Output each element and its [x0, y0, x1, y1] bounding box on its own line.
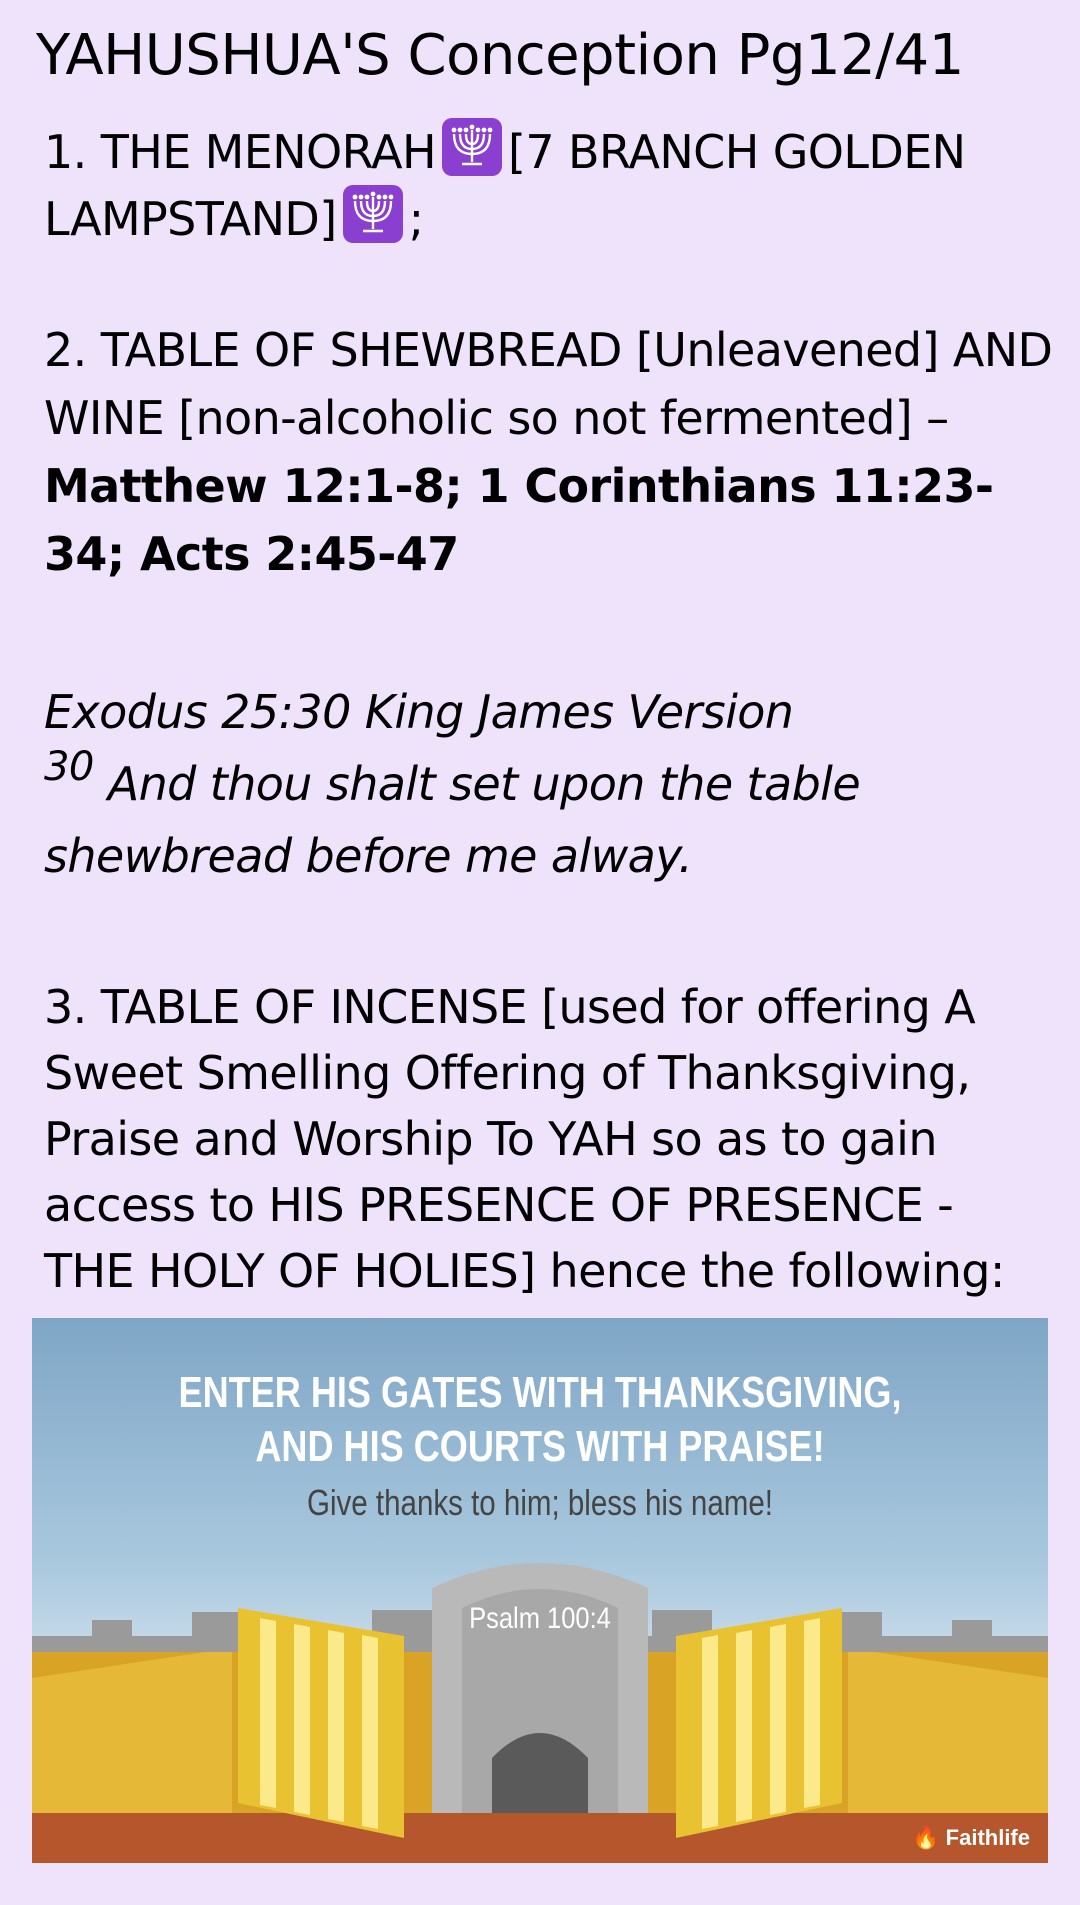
verse-heading: Exodus 25:30 King James Version — [44, 685, 794, 739]
item-shewbread-refs: Matthew 12:1-8; 1 Corinthians 11:23-34; Acts 2:45-47 — [44, 459, 994, 581]
verse-number: 30 — [44, 744, 94, 790]
banner-line-1: ENTER HIS GATES WITH THANKSGIVING, — [178, 1368, 902, 1417]
item-incense: 3. TABLE OF INCENSE [used for offering A Sweet Smelling Offering of Thanksgiving, Praise and Worship To YAH so as to gain access to HIS PRESENCE OF PRESENCE - THE HOLY OF HOLIES] hence the following: — [44, 980, 1005, 1298]
banner-line-3: Give thanks to him; bless his name! — [307, 1482, 773, 1523]
item-menorah-description: [7 BRANCH GOLDEN LAMPSTAND] — [44, 125, 966, 246]
verse-text: And thou shalt set upon the table shewbread before me alway. — [44, 757, 861, 883]
verse-body — [44, 744, 1054, 892]
item-menorah — [44, 118, 1054, 252]
item-shewbread — [44, 316, 1054, 588]
item-shewbread-text: 2. TABLE OF SHEWBREAD [Unleavened] AND WINE [non-alcoholic so not fermented] – — [44, 323, 1053, 445]
menorah-icon — [343, 185, 403, 243]
psalm-banner-image — [32, 1318, 1048, 1863]
banner-line-2: AND HIS COURTS WITH PRAISE! — [255, 1422, 825, 1471]
psalm-reference: Psalm 100:4 — [469, 1602, 611, 1635]
item-menorah-end: ; — [408, 192, 424, 246]
menorah-icon — [442, 118, 502, 176]
flame-icon: 🔥 — [912, 1825, 940, 1850]
verse-block — [44, 676, 1054, 892]
item-menorah-label: 1. THE MENORAH — [44, 125, 437, 179]
logo-text: Faithlife — [945, 1825, 1030, 1850]
faithlife-logo — [912, 1825, 1030, 1851]
page-title: YAHUSHUA'S Conception Pg12/41 — [36, 23, 964, 88]
